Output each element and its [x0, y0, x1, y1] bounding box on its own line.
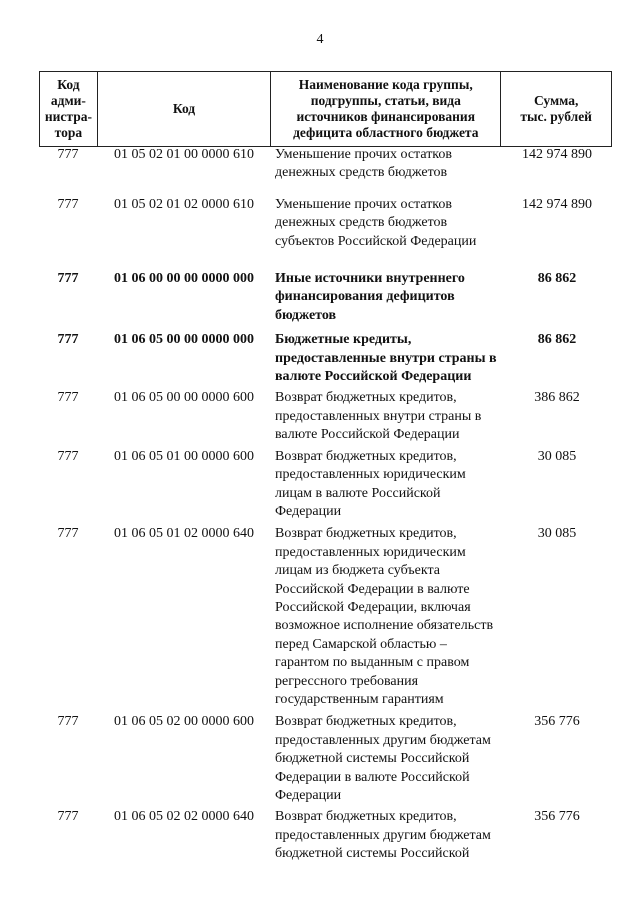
table-row	[39, 389, 612, 444]
row-admin-code: 777	[57, 390, 79, 406]
table-row	[39, 713, 612, 805]
row-name: Иные источники внутреннего финансирования дефицитов бюджетов	[275, 271, 465, 323]
page-number: 4	[316, 32, 324, 47]
table-header	[39, 71, 612, 147]
row-code: 01 06 05 00 00 0000 000	[114, 332, 254, 348]
row-code: 01 06 00 00 00 0000 000	[114, 271, 254, 287]
row-sum: 386 862	[534, 390, 580, 406]
table-row	[39, 448, 612, 522]
table-row	[39, 270, 612, 325]
row-name: Возврат бюджетных кредитов, предоставленных юридическим лицам в валюте Российской Федерации	[275, 448, 466, 519]
row-name: Возврат бюджетных кредитов, предоставленных внутри страны в валюте Российской Федерации	[275, 390, 482, 443]
row-admin-code: 777	[57, 271, 79, 287]
row-code: 01 06 05 01 00 0000 600	[114, 448, 254, 464]
row-admin-code: 777	[57, 526, 79, 542]
table-row	[39, 525, 612, 709]
row-name: Возврат бюджетных кредитов, предоставленных юридическим лицам из бюджета субъекта Российской Федерации в валюте Российской Федерации, включая возможное исполнение обязательств перед Самарской областью – гарантом по выданным с правом регрессного требования государственным гарантиям	[275, 526, 494, 707]
row-code: 01 05 02 01 02 0000 610	[114, 196, 254, 212]
row-name: Возврат бюджетных кредитов, предоставленных другим бюджетам бюджетной системы Российской	[275, 809, 491, 862]
row-name: Возврат бюджетных кредитов, предоставленных другим бюджетам бюджетной системы Российской Федерации в валюте Российской Федерации	[275, 714, 491, 803]
header-code: Код	[98, 72, 271, 146]
row-sum: 356 776	[534, 809, 580, 825]
row-code: 01 06 05 00 00 0000 600	[114, 390, 254, 406]
header-name: Наименование кода группы, подгруппы, статьи, вида источников финансирования дефицита областного бюджета	[271, 72, 501, 146]
table-body	[39, 146, 612, 864]
table-row	[39, 808, 612, 863]
row-code: 01 05 02 01 00 0000 610	[114, 147, 254, 162]
row-sum: 86 862	[537, 332, 577, 348]
table-row	[39, 146, 612, 183]
header-sum: Сумма, тыс. рублей	[520, 93, 592, 124]
row-admin-code: 777	[57, 448, 79, 464]
row-sum: 142 974 890	[522, 196, 592, 212]
row-name: Уменьшение прочих остатков денежных средств бюджетов	[275, 147, 453, 181]
row-code: 01 06 05 02 02 0000 640	[114, 809, 254, 825]
row-code: 01 06 05 02 00 0000 600	[114, 714, 254, 730]
row-sum: 142 974 890	[522, 147, 592, 162]
row-sum: 30 085	[537, 448, 577, 464]
row-sum: 86 862	[537, 271, 577, 287]
table-row	[39, 331, 612, 386]
row-sum: 30 085	[537, 526, 577, 542]
row-admin-code: 777	[57, 196, 79, 212]
header-admin-code: Код адми- нистра- тора	[40, 72, 98, 146]
row-code: 01 06 05 01 02 0000 640	[114, 526, 254, 542]
row-name: Уменьшение прочих остатков денежных средств бюджетов субъектов Российской Федерации	[275, 196, 477, 249]
row-sum: 356 776	[534, 714, 580, 730]
row-admin-code: 777	[57, 714, 79, 730]
row-name: Бюджетные кредиты, предоставленные внутри страны в валюте Российской Федерации	[275, 332, 497, 385]
row-admin-code: 777	[57, 147, 79, 162]
table-row	[39, 196, 612, 251]
row-admin-code: 777	[57, 809, 79, 825]
row-admin-code: 777	[57, 332, 79, 348]
